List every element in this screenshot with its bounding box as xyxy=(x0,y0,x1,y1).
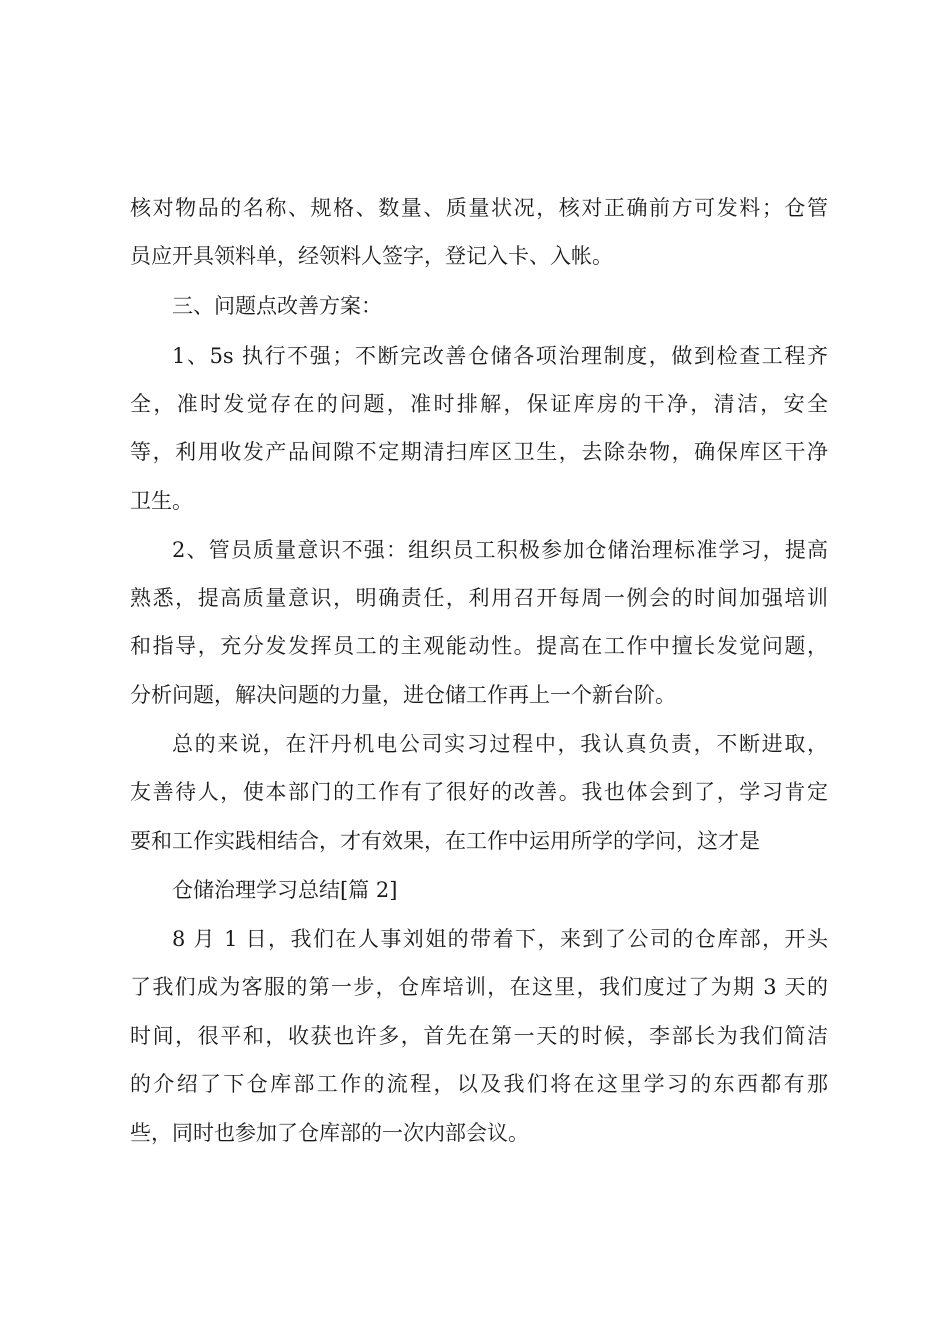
text-line: 总的来说，在汗丹机电公司实习过程中，我认真负责，不断进取， xyxy=(172,732,828,756)
text-line: 和指导，充分发发挥员工的主观能动性。提高在工作中擅长发觉问题， xyxy=(130,634,828,658)
text-line: 要和工作实践相结合，才有效果，在工作中运用所学的学问，这才是 xyxy=(130,829,760,853)
article-title: 仓储治理学习总结[篇 2] xyxy=(172,878,398,902)
text-line: 1、5s 执行不强；不断完改善仓储各项治理制度，做到检查工程齐 xyxy=(172,344,828,368)
text-line: 友善待人，使本部门的工作有了很好的改善。我也体会到了，学习肯定 xyxy=(130,780,828,804)
text-line: 分析问题，解决问题的力量，进仓储工作再上一个新台阶。 xyxy=(130,683,676,707)
text-line: 些，同时也参加了仓库部的一次内部会议。 xyxy=(130,1121,529,1145)
text-line: 核对物品的名称、规格、数量、质量状况，核对正确前方可发料；仓管 xyxy=(130,196,828,220)
text-line: 等，利用收发产品间隙不定期清扫库区卫生，去除杂物，确保库区干净 xyxy=(130,440,828,464)
text-line: 卫生。 xyxy=(130,489,193,513)
section-heading: 三、问题点改善方案： xyxy=(172,294,382,318)
text-line: 了我们成为客服的第一步，仓库培训，在这里，我们度过了为期 3 天的 xyxy=(130,975,828,999)
text-line: 2、管员质量意识不强：组织员工积极参加仓储治理标准学习，提高 xyxy=(172,538,828,562)
text-line: 时间，很平和，收获也许多，首先在第一天的时候，李部长为我们简洁 xyxy=(130,1024,828,1048)
text-line: 的介绍了下仓库部工作的流程，以及我们将在这里学习的东西都有那 xyxy=(130,1072,828,1096)
text-line: 全，准时发觉存在的问题，准时排解，保证库房的干净，清洁，安全 xyxy=(130,392,828,416)
text-line: 员应开具领料单，经领料人签字，登记入卡、入帐。 xyxy=(130,244,613,268)
text-line: 熟悉，提高质量意识，明确责任，利用召开每周一例会的时间加强培训 xyxy=(130,586,828,610)
text-line: 8 月 1 日，我们在人事刘姐的带着下，来到了公司的仓库部，开头 xyxy=(172,927,828,951)
